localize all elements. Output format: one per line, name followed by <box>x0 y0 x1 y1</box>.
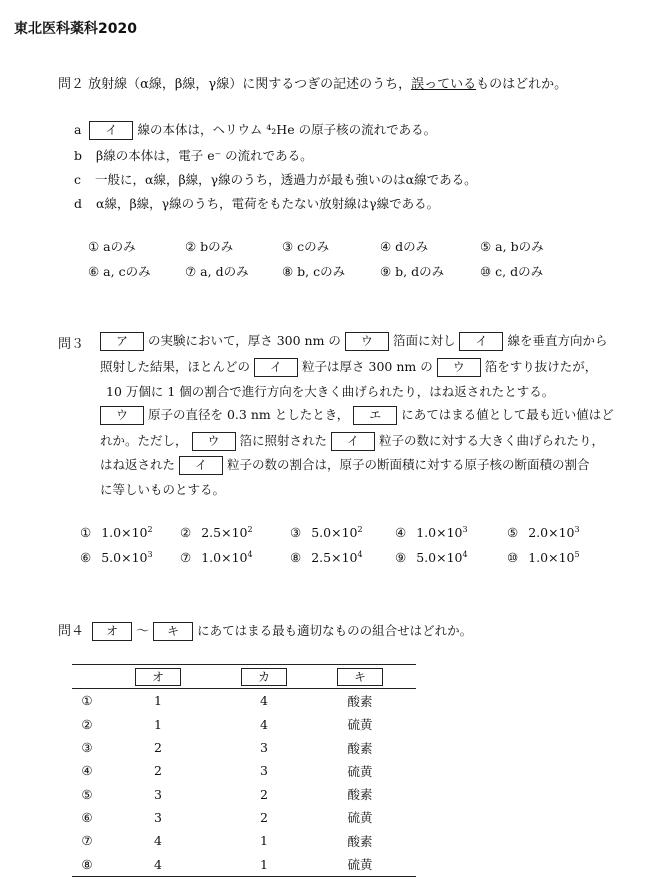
q2-option[interactable]: ① aのみ <box>88 239 136 254</box>
q4-blank-o: オ <box>92 622 132 641</box>
q4-row-number: ⑦ <box>81 833 93 849</box>
q3-l5c: 粒子の数に対する大きく曲げられたり， <box>379 433 605 448</box>
q3-option-value: 1.0×10 <box>201 550 248 566</box>
q4-cell-pad <box>406 806 416 829</box>
q4-row-number: ① <box>81 693 93 709</box>
q3-blank-u: ウ <box>192 432 236 451</box>
q3-option-exponent: 4 <box>462 550 468 559</box>
q4-cell: 4 <box>102 852 214 876</box>
q4-cell: 4 <box>260 693 268 709</box>
q3-option-value: 1.0×10 <box>528 550 575 566</box>
q4-cell-pad <box>406 736 416 759</box>
q3-blank-i: イ <box>459 332 503 351</box>
q3-option-exponent: 4 <box>247 550 253 559</box>
q4-cell: 3 <box>154 786 162 802</box>
q2-statement-c <box>74 170 477 188</box>
q4-cell-pad <box>406 852 416 876</box>
q4-answer-table <box>72 664 416 877</box>
q2-a-label: a <box>74 122 82 137</box>
q4-tilde: 〜 <box>136 624 150 639</box>
q2-option[interactable]: ⑨ b, dのみ <box>380 264 445 279</box>
q3-option-value: 1.0×10 <box>416 525 463 541</box>
table-row[interactable] <box>72 689 416 713</box>
q3-line-3: 10 万個に 1 個の割合で進行方向を大きく曲げられたり，はね返されたとする。 <box>106 384 555 399</box>
q4-cell: 1 <box>154 693 162 709</box>
q3-option-exponent: 4 <box>357 550 363 559</box>
q3-option-number: ⑨ <box>395 550 407 566</box>
q3-l1c: 線を垂直方向から <box>507 333 608 348</box>
page-header: 東北医科薬科2020 <box>14 21 137 37</box>
q4-row-number: ⑧ <box>72 852 102 876</box>
q3-option-number: ⑧ <box>290 550 302 566</box>
table-row[interactable] <box>72 782 416 805</box>
q2-d-text: α線，β線，γ線のうち，電荷をもたない放射線はγ線である。 <box>96 196 440 211</box>
q2-title <box>58 73 567 92</box>
q3-line-6 <box>100 455 590 475</box>
table-row[interactable] <box>72 736 416 759</box>
q2-option[interactable]: ③ cのみ <box>282 239 330 254</box>
q3-option[interactable] <box>290 525 363 540</box>
q2-title-text: 問２ 放射線（α線，β線，γ線）に関するつぎの記述のうち， <box>58 77 412 92</box>
q3-option-number: ⑦ <box>180 550 192 566</box>
q3-l6a: はね返された <box>100 457 176 472</box>
q3-option-number: ② <box>180 525 192 541</box>
q3-option-exponent: 3 <box>147 550 153 559</box>
q3-option-exponent: 3 <box>462 525 468 534</box>
q3-blank-i: イ <box>179 456 223 475</box>
q3-option[interactable] <box>180 550 253 565</box>
q4-cell: 3 <box>260 763 268 779</box>
q4-row-number: ③ <box>81 740 93 756</box>
q4-cell: 硫黄 <box>314 852 406 876</box>
q4-col-header: キ <box>337 668 383 686</box>
q4-title <box>58 620 472 641</box>
q3-blank-i: イ <box>331 432 375 451</box>
q3-line-2 <box>100 357 597 377</box>
q3-l2c: 箔をすり抜けたが， <box>484 359 598 374</box>
q4-col-header: オ <box>135 668 181 686</box>
q4-cell-pad <box>406 829 416 852</box>
q4-cell: 硫黄 <box>347 717 373 733</box>
q4-cell: 酸素 <box>347 833 373 849</box>
q3-option[interactable] <box>180 525 253 540</box>
q4-cell: 3 <box>260 740 268 756</box>
q3-option-value: 2.0×10 <box>528 525 575 541</box>
q4-cell: 4 <box>260 716 268 732</box>
q4-cell-pad <box>406 689 416 713</box>
q3-blank-a: ア <box>100 332 144 351</box>
q3-option-exponent: 2 <box>247 525 253 534</box>
q3-option-number: ① <box>80 525 92 541</box>
q3-option-number: ④ <box>395 525 407 541</box>
q3-l4a: 原子の直径を 0.3 nm としたとき， <box>148 407 350 422</box>
q2-option[interactable]: ⑩ c, dのみ <box>480 264 544 279</box>
q3-blank-i: イ <box>254 358 298 377</box>
q3-option-value: 5.0×10 <box>311 525 358 541</box>
q4-cell: 2 <box>154 740 162 756</box>
q3-option-value: 2.5×10 <box>311 550 358 566</box>
q3-l2a: 照射した結果，ほとんどの <box>100 359 251 374</box>
q3-option[interactable] <box>80 525 153 540</box>
q4-label: 問４ <box>58 624 85 639</box>
q4-cell-pad <box>406 713 416 736</box>
q3-l5a: れか。ただし， <box>100 433 188 448</box>
q3-option-number: ⑥ <box>80 550 92 566</box>
q3-l1b: 箔面に対し <box>392 333 456 348</box>
q3-option[interactable] <box>395 550 468 565</box>
q2-option[interactable]: ④ dのみ <box>380 239 429 254</box>
q2-statement-b <box>74 146 313 164</box>
q4-cell-pad <box>406 782 416 805</box>
q4-cell: 4 <box>154 833 162 849</box>
q3-option-value: 2.5×10 <box>201 525 248 541</box>
q4-text: にあてはまる最も適切なものの組合せはどれか。 <box>197 623 473 638</box>
q4-cell: 2 <box>260 786 268 802</box>
q3-blank-u: ウ <box>437 358 481 377</box>
table-row[interactable] <box>72 852 416 876</box>
q4-row-number: ④ <box>81 763 93 779</box>
q3-option-exponent: 2 <box>357 525 363 534</box>
q3-option-exponent: 2 <box>147 525 153 534</box>
q4-cell: 酸素 <box>347 693 373 709</box>
q2-b-text: β線の本体は，電子 e⁻ の流れである。 <box>96 148 313 163</box>
q3-blank-u: ウ <box>100 406 144 425</box>
q4-cell: 硫黄 <box>347 810 373 826</box>
table-row[interactable] <box>72 806 416 829</box>
q4-cell: 1 <box>214 852 314 876</box>
q3-l6b: 粒子の数の割合は，原子の断面積に対する原子核の断面積の割合 <box>227 457 590 472</box>
q4-row-number: ⑥ <box>81 809 93 825</box>
q4-cell: 2 <box>260 809 268 825</box>
q3-option-value: 5.0×10 <box>101 550 148 566</box>
q3-blank-e: エ <box>353 406 397 425</box>
q2-d-label: d <box>74 196 83 211</box>
q3-option-number: ⑩ <box>507 550 519 566</box>
q2-title-underlined: 誤っている <box>411 77 477 92</box>
q4-row-number: ② <box>81 716 93 732</box>
q4-row-number: ⑤ <box>81 786 93 802</box>
q3-line-4 <box>96 405 614 425</box>
q3-l2b: 粒子は厚さ 300 nm の <box>302 359 433 374</box>
q2-statement-a <box>74 120 436 140</box>
q2-a-text: 線の本体は，ヘリウム ⁴₂He の原子核の流れである。 <box>137 122 437 137</box>
table-row[interactable] <box>72 713 416 736</box>
q2-option[interactable]: ⑦ a, dのみ <box>185 264 249 279</box>
q3-l4b: にあてはまる値として最も近い値はど <box>401 407 614 422</box>
q3-l1a: の実験において，厚さ 300 nm の <box>148 333 341 348</box>
q4-cell: 酸素 <box>347 740 373 756</box>
q3-option[interactable] <box>80 550 153 565</box>
q2-b-label: b <box>74 148 83 163</box>
q4-cell-pad <box>406 759 416 782</box>
q3-option-value: 5.0×10 <box>416 550 463 566</box>
q2-option[interactable]: ② bのみ <box>185 239 234 254</box>
q2-a-blank-box: イ <box>89 121 133 140</box>
q2-c-label: c <box>74 172 82 187</box>
q3-blank-u: ウ <box>345 332 389 351</box>
q3-option-number: ⑤ <box>507 525 519 541</box>
q3-l5b: 箔に照射された <box>239 433 328 448</box>
q3-option[interactable] <box>290 550 363 565</box>
q3-line-1 <box>96 331 607 351</box>
q2-statement-d <box>74 194 439 212</box>
q4-cell: 硫黄 <box>347 763 373 779</box>
q4-cell: 酸素 <box>347 787 373 803</box>
q4-table-header <box>72 665 416 689</box>
q4-cell: 2 <box>154 763 162 779</box>
q4-cell: 1 <box>260 833 268 849</box>
q4-col-header: カ <box>241 668 287 686</box>
q3-line-5 <box>100 431 604 451</box>
q4-cell: 1 <box>154 716 162 732</box>
q3-label: 問３ <box>58 337 85 352</box>
q2-option[interactable]: ⑤ a, bのみ <box>480 239 544 254</box>
q4-cell: 3 <box>154 809 162 825</box>
q3-option-exponent: 5 <box>574 550 580 559</box>
q2-c-text: 一般に，α線，β線，γ線のうち，透過力が最も強いのはα線である。 <box>95 172 477 187</box>
q2-option[interactable]: ⑥ a, cのみ <box>88 264 151 279</box>
table-row[interactable] <box>72 829 416 852</box>
table-row[interactable] <box>72 759 416 782</box>
q3-line-7: に等しいものとする。 <box>100 482 226 497</box>
q2-option[interactable]: ⑧ b, cのみ <box>282 264 346 279</box>
q3-option-value: 1.0×10 <box>101 525 148 541</box>
q2-title-end: ものはどれか。 <box>476 77 568 92</box>
q3-option-exponent: 3 <box>574 525 580 534</box>
q3-option[interactable] <box>507 525 580 540</box>
q3-option[interactable] <box>507 550 580 565</box>
q3-option-number: ③ <box>290 525 302 541</box>
q3-option[interactable] <box>395 525 468 540</box>
q4-blank-ki: キ <box>153 622 193 641</box>
